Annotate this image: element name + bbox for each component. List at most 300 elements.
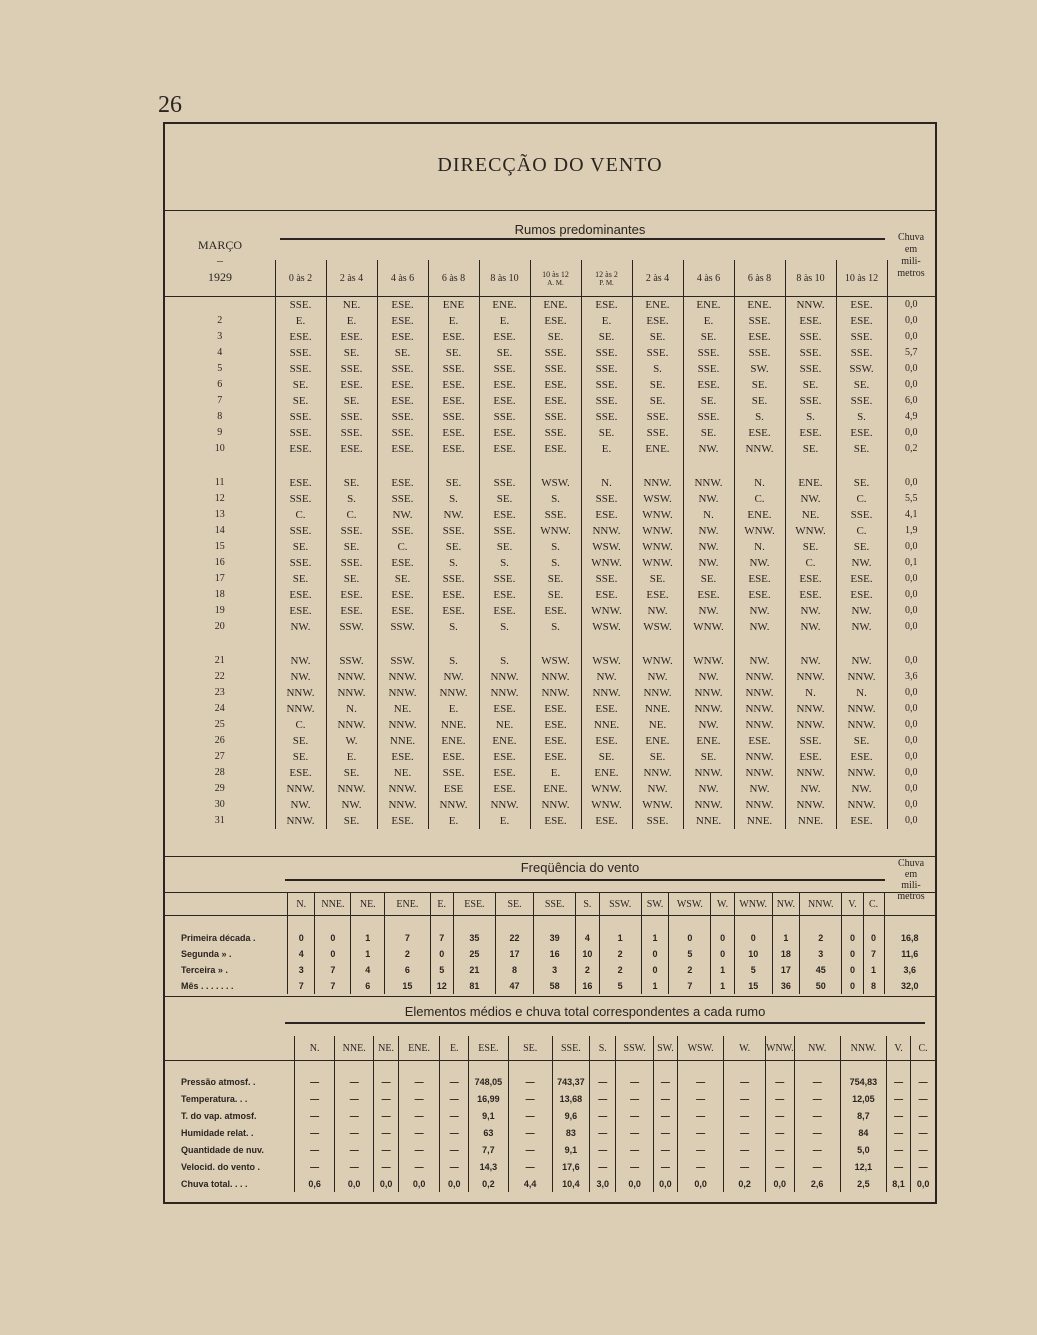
rain-header-word: mili- (901, 880, 921, 891)
element-cell: — (794, 1090, 840, 1107)
direction-cell: SE. (275, 571, 326, 587)
direction-cell: NNW. (377, 781, 428, 797)
rain-cell: 0,0 (887, 685, 935, 701)
table-row (165, 425, 935, 441)
direction-cell: WNW. (530, 523, 581, 539)
direction-header: SW. (653, 1036, 677, 1061)
direction-cell: NNW. (734, 701, 785, 717)
element-cell: — (508, 1141, 552, 1158)
direction-cell: ENE. (479, 733, 530, 749)
direction-cell: SSE. (428, 409, 479, 425)
element-cell: 10,4 (552, 1175, 589, 1192)
row-label: Pressão atmosf. . (181, 1076, 256, 1087)
spacer-cell (496, 916, 534, 931)
direction-cell: SE. (530, 571, 581, 587)
rain-cell: 0,0 (887, 717, 935, 733)
direction-cell: WSW. (632, 619, 683, 635)
direction-cell: WSW. (530, 475, 581, 491)
direction-header: N. (295, 1036, 335, 1061)
direction-cell: SE. (836, 441, 887, 457)
spacer-cell (766, 1061, 795, 1074)
day-cell: 13 (214, 509, 225, 520)
direction-cell: WNW. (581, 603, 632, 619)
direction-cell: NNW. (275, 685, 326, 701)
direction-cell: NNW. (785, 797, 836, 813)
hour-label: 8 às 10 (490, 272, 519, 284)
direction-cell: SW. (734, 361, 785, 377)
direction-cell: ESE. (428, 749, 479, 765)
direction-header: ENE. (385, 893, 430, 916)
direction-cell: SSE. (275, 361, 326, 377)
direction-header: ESE. (453, 893, 495, 916)
direction-cell: NNW. (734, 797, 785, 813)
direction-cell: ESE. (836, 297, 887, 314)
frequency-cell: 0 (641, 962, 668, 978)
element-cell: — (724, 1141, 766, 1158)
rain-column-header (887, 260, 935, 297)
rain-cell: 5,5 (887, 491, 935, 507)
direction-cell: NNW. (428, 797, 479, 813)
direction-cell: S. (530, 539, 581, 555)
direction-header: ESE. (469, 1036, 509, 1061)
direction-cell: SE. (632, 571, 683, 587)
spacer-cell (165, 1061, 295, 1074)
direction-cell: NNW. (734, 765, 785, 781)
decade-gap (165, 635, 935, 653)
gap-cell (428, 457, 479, 475)
gap-cell (632, 457, 683, 475)
rain-cell: 3,6 (887, 669, 935, 685)
table-row (165, 491, 935, 507)
spacer-cell (165, 916, 288, 931)
direction-cell: ESE. (785, 587, 836, 603)
element-cell: — (724, 1124, 766, 1141)
gap-cell (836, 635, 887, 653)
direction-cell: ESE. (734, 733, 785, 749)
gap-cell (887, 457, 935, 475)
direction-cell: S. (836, 409, 887, 425)
element-cell: 743,37 (552, 1073, 589, 1090)
spacer-cell (772, 916, 799, 931)
direction-cell: E. (683, 313, 734, 329)
gap-cell (683, 457, 734, 475)
table-row (165, 653, 935, 669)
direction-cell: NE. (377, 765, 428, 781)
rain-cell: 0,0 (887, 377, 935, 393)
direction-cell: SSE. (581, 393, 632, 409)
direction-header: NW. (794, 1036, 840, 1061)
gap-cell (734, 635, 785, 653)
direction-header: WNW. (766, 1036, 795, 1061)
day-cell: 15 (214, 541, 225, 552)
direction-cell: ESE. (377, 475, 428, 491)
element-cell: — (616, 1124, 653, 1141)
direction-cell: NNW. (275, 701, 326, 717)
direction-header: NE. (351, 893, 385, 916)
direction-cell: ESE. (479, 377, 530, 393)
gap-cell (785, 635, 836, 653)
direction-cell: SSE. (734, 313, 785, 329)
hour-label: 6 às 8 (747, 272, 772, 284)
spacer-row (165, 916, 935, 931)
direction-header: SE. (496, 893, 534, 916)
direction-cell: NW. (683, 491, 734, 507)
hour-header (479, 260, 530, 297)
direction-cell: NNW. (785, 765, 836, 781)
direction-cell: NNW. (734, 669, 785, 685)
direction-cell: SE. (479, 491, 530, 507)
table-row (165, 555, 935, 571)
direction-cell: ESE. (479, 425, 530, 441)
direction-cell: ESE. (275, 603, 326, 619)
element-cell: 748,05 (469, 1073, 509, 1090)
spacer-cell (911, 1061, 935, 1074)
direction-cell: ESE. (479, 603, 530, 619)
frequency-cell: 0 (842, 978, 863, 994)
frequency-cell: 17 (496, 946, 534, 962)
hour-header (581, 260, 632, 297)
direction-cell: C. (275, 507, 326, 523)
direction-cell: SSE. (377, 425, 428, 441)
element-cell: — (766, 1090, 795, 1107)
direction-cell: S. (326, 491, 377, 507)
direction-cell: NNW. (836, 765, 887, 781)
frequency-cell: 1 (711, 978, 734, 994)
frequency-cell: 2 (385, 946, 430, 962)
rain-cell: 6,0 (887, 393, 935, 409)
frequency-cell: 81 (453, 978, 495, 994)
direction-cell: NW. (836, 603, 887, 619)
direction-cell: SE. (479, 539, 530, 555)
direction-cell: ESE. (275, 587, 326, 603)
frequency-cell: 15 (734, 978, 772, 994)
spacer-cell (653, 1061, 677, 1074)
rain-cell: 32,0 (884, 978, 935, 994)
day-cell: 24 (214, 703, 225, 714)
spacer-row (165, 1061, 935, 1074)
element-cell: — (653, 1073, 677, 1090)
direction-cell: SSE. (326, 555, 377, 571)
spacer-cell (295, 1061, 335, 1074)
direction-cell: C. (734, 491, 785, 507)
gap-cell (479, 457, 530, 475)
direction-cell: ESE. (377, 587, 428, 603)
direction-cell: ESE. (428, 393, 479, 409)
direction-cell: S. (428, 619, 479, 635)
direction-cell: SE. (683, 749, 734, 765)
day-header (165, 260, 275, 297)
direction-cell: SSE. (785, 329, 836, 345)
direction-cell: NNW. (530, 685, 581, 701)
direction-cell: S. (428, 555, 479, 571)
element-cell: 12,1 (840, 1158, 886, 1175)
frequency-cell: 6 (351, 978, 385, 994)
direction-cell: WSW. (581, 539, 632, 555)
spacer-cell (863, 916, 884, 931)
element-cell: 3,0 (590, 1175, 616, 1192)
direction-cell: C. (275, 717, 326, 733)
rain-cell: 0,0 (887, 571, 935, 587)
direction-cell: SSE. (326, 523, 377, 539)
gap-cell (887, 635, 935, 653)
element-cell: — (678, 1124, 724, 1141)
direction-cell: NW. (683, 539, 734, 555)
frequency-cell: 0 (711, 946, 734, 962)
direction-cell: NNW. (632, 475, 683, 491)
direction-cell: ESE. (479, 701, 530, 717)
direction-cell: NW. (428, 669, 479, 685)
direction-cell: SE. (428, 539, 479, 555)
hour-header (326, 260, 377, 297)
direction-cell: ESE. (326, 441, 377, 457)
day-cell: 31 (214, 815, 225, 826)
frequency-cell: 3 (288, 962, 315, 978)
direction-cell: SSE. (275, 555, 326, 571)
direction-cell: ENE. (734, 507, 785, 523)
direction-cell: WNW. (632, 507, 683, 523)
direction-cell: SSE. (785, 733, 836, 749)
frequency-cell: 8 (496, 962, 534, 978)
element-cell: 0,2 (724, 1175, 766, 1192)
rain-cell: 4,1 (887, 507, 935, 523)
table-row (165, 701, 935, 717)
direction-cell: WSW. (581, 619, 632, 635)
element-cell: — (886, 1158, 910, 1175)
day-cell: 4 (217, 347, 223, 358)
direction-cell: SE. (683, 571, 734, 587)
gap-cell (581, 457, 632, 475)
direction-cell: ESE. (836, 813, 887, 829)
direction-cell: SSE. (581, 571, 632, 587)
day-cell: 22 (214, 671, 225, 682)
spacer-cell (430, 916, 453, 931)
element-cell: — (678, 1073, 724, 1090)
element-cell: — (653, 1090, 677, 1107)
table-frame (163, 122, 937, 1204)
direction-cell: SE. (530, 587, 581, 603)
day-cell: 29 (214, 783, 225, 794)
frequency-title: Freqüência do vento (520, 860, 640, 875)
direction-cell: SE. (275, 393, 326, 409)
rain-header-word: em (904, 244, 918, 255)
direction-cell: E. (479, 813, 530, 829)
direction-cell: WNW. (683, 619, 734, 635)
direction-cell: SSE. (377, 361, 428, 377)
direction-cell: SE. (275, 733, 326, 749)
page-number: 26 (158, 92, 182, 118)
element-cell: 12,05 (840, 1090, 886, 1107)
frequency-cell: 2 (599, 962, 641, 978)
direction-cell: ESE. (734, 425, 785, 441)
element-cell: 84 (840, 1124, 886, 1141)
table-row (165, 733, 935, 749)
direction-cell: SSE. (836, 329, 887, 345)
direction-cell: SSE. (836, 345, 887, 361)
direction-cell: NNW. (530, 797, 581, 813)
element-cell: 8,7 (840, 1107, 886, 1124)
gap-cell (377, 635, 428, 653)
table-row (165, 345, 935, 361)
direction-cell: SSE. (581, 409, 632, 425)
element-cell: 0,0 (678, 1175, 724, 1192)
direction-cell: SE. (734, 393, 785, 409)
direction-cell: SSE. (275, 409, 326, 425)
direction-cell: NNW. (683, 797, 734, 813)
row-label: Chuva total. . . . (181, 1178, 248, 1189)
day-cell: 9 (217, 427, 223, 438)
direction-cell: E. (428, 701, 479, 717)
direction-header: N. (288, 893, 315, 916)
direction-cell: ESE. (428, 603, 479, 619)
spacer-cell (288, 916, 315, 931)
frequency-cell: 5 (430, 962, 453, 978)
direction-cell: NNW. (785, 717, 836, 733)
direction-cell: ESE. (836, 749, 887, 765)
element-cell: 13,68 (552, 1090, 589, 1107)
direction-header: ENE. (398, 1036, 440, 1061)
direction-cell: NNW. (836, 701, 887, 717)
direction-cell: ESE. (428, 329, 479, 345)
hour-label: 10 às 12 (844, 272, 879, 284)
direction-cell: NNW. (326, 717, 377, 733)
frequency-cell: 0 (842, 946, 863, 962)
day-cell: 7 (217, 395, 223, 406)
frequency-cell: 0 (288, 930, 315, 946)
gap-cell (734, 457, 785, 475)
direction-cell: NNW. (683, 685, 734, 701)
element-cell: — (374, 1107, 398, 1124)
direction-header: SSE. (552, 1036, 589, 1061)
frequency-cell: 1 (351, 930, 385, 946)
frequency-cell: 0 (315, 930, 351, 946)
direction-cell: ESE. (326, 587, 377, 603)
table-row (165, 377, 935, 393)
table-row (165, 313, 935, 329)
direction-cell: NNW. (734, 717, 785, 733)
direction-cell: ESE. (530, 441, 581, 457)
element-cell: 0,0 (398, 1175, 440, 1192)
direction-cell: SSE. (530, 409, 581, 425)
day-cell: 8 (217, 411, 223, 422)
direction-cell: E. (428, 813, 479, 829)
element-cell: 0,6 (295, 1175, 335, 1192)
rain-header-word: mili- (901, 256, 921, 267)
spacer-cell (508, 1061, 552, 1074)
element-cell: — (334, 1158, 374, 1175)
element-cell: — (334, 1124, 374, 1141)
direction-cell: N. (785, 685, 836, 701)
element-cell: — (334, 1073, 374, 1090)
element-cell: — (794, 1141, 840, 1158)
frequency-cell: 7 (315, 978, 351, 994)
spacer-cell (534, 916, 576, 931)
direction-cell: SSE. (683, 409, 734, 425)
direction-cell: NW. (632, 781, 683, 797)
direction-cell: ENE. (428, 733, 479, 749)
element-cell: — (440, 1141, 469, 1158)
spacer-cell (734, 916, 772, 931)
direction-cell: SE. (275, 377, 326, 393)
direction-cell: SSE. (275, 491, 326, 507)
direction-cell: ESE. (836, 587, 887, 603)
table-row (165, 297, 935, 314)
direction-cell: ENE. (683, 733, 734, 749)
direction-header: W. (711, 893, 734, 916)
direction-cell: NW. (785, 781, 836, 797)
direction-cell: C. (836, 491, 887, 507)
direction-cell: SSE. (275, 523, 326, 539)
spacer-cell (398, 1061, 440, 1074)
element-cell: 9,1 (552, 1141, 589, 1158)
table-row (165, 717, 935, 733)
table-row (165, 962, 935, 978)
table-row (165, 539, 935, 555)
direction-cell: S. (734, 409, 785, 425)
label-header (165, 893, 288, 916)
direction-cell: ESE. (581, 701, 632, 717)
element-cell: 0,0 (374, 1175, 398, 1192)
table-row (165, 1107, 935, 1124)
direction-cell: NNW. (326, 669, 377, 685)
element-cell: — (911, 1090, 935, 1107)
direction-cell: SSW. (377, 619, 428, 635)
gap-cell (836, 457, 887, 475)
gap-cell (275, 635, 326, 653)
spacer-cell (552, 1061, 589, 1074)
frequency-cell: 7 (315, 962, 351, 978)
hour-header (734, 260, 785, 297)
direction-cell: WNW. (632, 523, 683, 539)
direction-header: C. (863, 893, 884, 916)
direction-cell: SSW. (326, 653, 377, 669)
direction-cell: NW. (683, 555, 734, 571)
frequency-cell: 25 (453, 946, 495, 962)
gap-cell (275, 457, 326, 475)
direction-cell: NNW. (734, 749, 785, 765)
direction-header: NNE. (334, 1036, 374, 1061)
direction-cell: NNW. (530, 669, 581, 685)
frequency-cell: 0 (711, 930, 734, 946)
rain-header-word: Chuva (897, 232, 925, 243)
direction-cell: ESE. (581, 297, 632, 314)
direction-cell: SSE. (785, 361, 836, 377)
frequency-cell: 2 (599, 946, 641, 962)
hour-header (377, 260, 428, 297)
elements-title: Elementos médios e chuva total correspondentes a cada rumo (404, 1004, 766, 1019)
spacer-cell (641, 916, 668, 931)
table-row (165, 409, 935, 425)
element-cell: — (616, 1158, 653, 1175)
direction-cell: NNW. (326, 685, 377, 701)
frequency-cell: 47 (496, 978, 534, 994)
direction-cell: E. (326, 749, 377, 765)
hour-label: 4 às 6 (696, 272, 721, 284)
frequency-cell: 7 (669, 978, 711, 994)
frequency-cell: 2 (669, 962, 711, 978)
direction-cell: ESE. (479, 329, 530, 345)
row-label: Quantidade de nuv. (181, 1144, 264, 1155)
element-cell: — (398, 1073, 440, 1090)
gap-cell (530, 457, 581, 475)
table-row (165, 813, 935, 829)
direction-cell: ENE. (683, 297, 734, 314)
day-cell (165, 297, 275, 314)
frequency-cell: 1 (772, 930, 799, 946)
direction-cell: E. (326, 313, 377, 329)
spacer-cell (724, 1061, 766, 1074)
frequency-cell: 0 (641, 946, 668, 962)
direction-cell: ESE. (275, 475, 326, 491)
